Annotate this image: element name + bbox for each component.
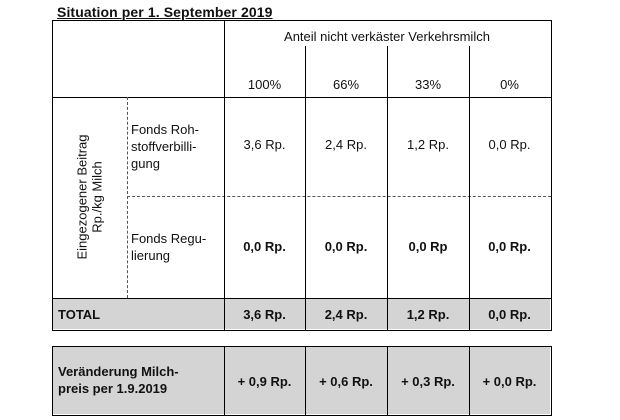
total-cell: 3,6 Rp. bbox=[243, 306, 286, 322]
price-change-cell: + 0,9 Rp. bbox=[237, 373, 292, 389]
table-cell: 0,0 Rp. bbox=[243, 238, 286, 254]
row-label-rohstoff: Fonds Roh- stoffverbilli- gung bbox=[131, 122, 199, 171]
page-title: Situation per 1. September 2019 bbox=[57, 4, 273, 20]
column-header: 33% bbox=[414, 76, 442, 92]
table-cell: 0,0 Rp. bbox=[324, 238, 368, 254]
price-change-cell: + 0,6 Rp. bbox=[319, 373, 373, 389]
table-cell: 0,0 Rp. bbox=[488, 238, 531, 254]
table-cell: 0,0 Rp bbox=[408, 238, 448, 254]
total-cell: 2,4 Rp. bbox=[324, 306, 368, 322]
table-cell: 2,4 Rp. bbox=[325, 136, 367, 152]
column-header: 66% bbox=[332, 76, 360, 92]
table-cell: 3,6 Rp. bbox=[243, 136, 286, 152]
group-label-divider bbox=[127, 97, 128, 298]
price-change-cell: + 0,0 Rp. bbox=[482, 373, 537, 389]
column-group-header: Anteil nicht verkäster Verkehrsmilch bbox=[284, 28, 490, 44]
total-cell: 0,0 Rp. bbox=[488, 306, 531, 322]
row-label-regulierung: Fonds Regu- lierung bbox=[131, 231, 207, 263]
row-divider bbox=[127, 196, 551, 197]
price-change-cell: + 0,3 Rp. bbox=[401, 373, 455, 389]
table-cell: 0,0 Rp. bbox=[488, 136, 531, 152]
total-divider bbox=[52, 298, 551, 299]
row-group-label: Eingezogener Beitrag Rp./kg Milch bbox=[74, 134, 105, 260]
column-header: 0% bbox=[500, 76, 519, 92]
table-cell: 1,2 Rp. bbox=[407, 136, 449, 152]
price-change-label: Veränderung Milch- preis per 1.9.2019 bbox=[58, 364, 179, 396]
column-header: 100% bbox=[247, 76, 282, 92]
label-column-divider bbox=[224, 20, 225, 330]
total-cell: 1,2 Rp. bbox=[406, 306, 450, 322]
total-label: TOTAL bbox=[58, 306, 101, 322]
